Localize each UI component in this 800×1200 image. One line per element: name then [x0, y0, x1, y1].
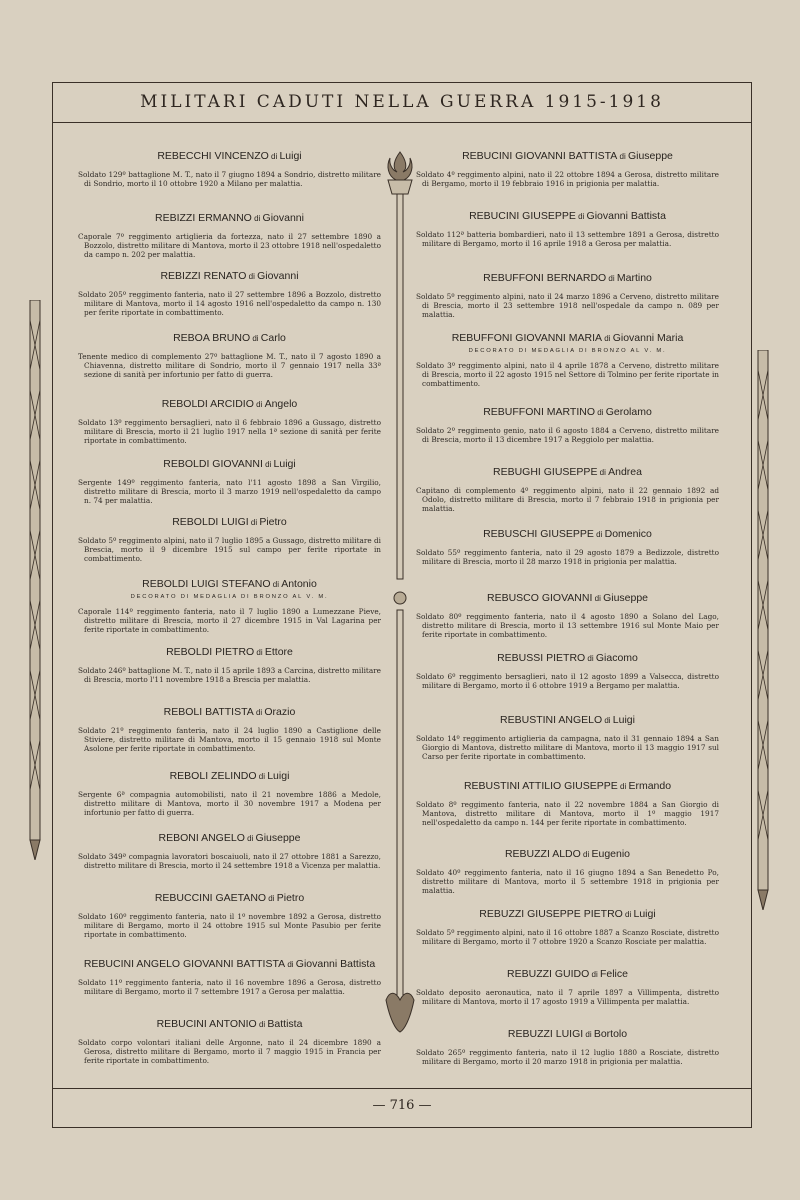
entry-parent-prefix: di [593, 530, 605, 539]
entry-name [416, 592, 719, 604]
entry [78, 516, 381, 563]
entry [78, 398, 381, 445]
entry-text: Soldato 13º reggimento bersaglieri, nato il 6 febbraio 1896 a Gussago, distretto militare di Brescia, morto il 21 luglio 1917 nella 1ª sezione di sanità per ferite riportate in combattimento. [78, 418, 381, 445]
entry-parent-name: Giovanni Maria [612, 332, 684, 344]
entry-parent-name: Ettore [264, 646, 293, 658]
entry-name [78, 270, 381, 282]
entry [416, 780, 719, 827]
entry-parent-name: Luigi [612, 714, 635, 726]
entry-parent-name: Eugenio [591, 848, 631, 860]
entry-parent-name: Domenico [604, 528, 652, 540]
entry-text: Soldato 5º reggimento alpini, nato il 16 ottobre 1887 a Scanzo Rosciate, distretto militare di Bergamo, morto il 7 ottobre 1920 a Scanzo Rosciate per malattia. [416, 928, 719, 946]
entry [416, 968, 719, 1006]
entry-parent-prefix: di [262, 460, 274, 469]
entry-parent-prefix: di [254, 648, 265, 657]
entry-name [78, 832, 381, 844]
entry-parent-prefix: di [244, 834, 256, 843]
entry [416, 406, 719, 444]
entry-name [78, 212, 381, 224]
entry-surname: REBUGHI GIUSEPPE [493, 466, 598, 478]
entry-parent-name: Antonio [281, 578, 317, 590]
entry [416, 592, 719, 639]
entry-surname: REBECCHI VINCENZO [157, 150, 269, 162]
entry [416, 272, 719, 319]
entry-surname: REBUCINI ANGELO GIOVANNI BATTISTA [83, 958, 286, 970]
torch-column-ornament [380, 150, 420, 1050]
entry-text: Soldato 5º reggimento alpini, nato il 7 luglio 1895 a Gussago, distretto militare di Brescia, morto il 9 dicembre 1915 sul campo per ferite riportate in combattimento. [78, 536, 381, 563]
entry-parent-prefix: di [592, 594, 604, 603]
entry-name [78, 1018, 381, 1030]
entry [416, 652, 719, 690]
entry-name [78, 150, 381, 162]
entry [416, 1028, 719, 1066]
entry-surname: REBUZZI LUIGI [507, 1028, 584, 1040]
entry-surname: REBOLDI GIOVANNI [163, 458, 263, 470]
entry-parent-prefix: di [597, 468, 609, 477]
entry [78, 332, 381, 379]
entry-surname: REBUSSI PIETRO [497, 652, 586, 664]
entry-surname: REBOA BRUNO [173, 332, 251, 344]
entry [78, 578, 381, 634]
entry-surname: REBUFFONI MARTINO [483, 406, 596, 418]
entry-parent-prefix: di [622, 910, 634, 919]
entry [416, 528, 719, 566]
entry-parent-prefix: di [251, 214, 263, 223]
entry-surname: REBOLDI LUIGI STEFANO [142, 578, 271, 590]
entry-name [78, 516, 381, 528]
entry-name [416, 528, 719, 540]
entry-name [416, 908, 719, 920]
entry-parent-prefix: di [575, 212, 587, 221]
entry-name [416, 848, 719, 860]
entry-surname: REBOLDI LUIGI [172, 516, 249, 528]
entry-parent-prefix: di [606, 274, 617, 283]
entry-text: Sergente 149º reggimento fanteria, nato l'11 agosto 1898 a San Virgilio, distretto militare di Brescia, morto il 3 marzo 1919 nell'ospedaletto da campo n. 74 per malattia. [78, 478, 381, 505]
entry-parent-name: Battista [267, 1018, 303, 1030]
entry [416, 908, 719, 946]
entry-text: Caporale 114º reggimento fanteria, nato il 7 luglio 1890 a Lumezzane Pieve, distretto militare di Brescia, morto il 27 dicembre 1915 in Val Lagarina per ferite riportate in combattimento. [78, 607, 381, 634]
page-number: — 716 — [372, 1098, 432, 1113]
entry-name [416, 466, 719, 478]
entry-text: Soldato 80º reggimento fanteria, nato il 4 agosto 1890 a Solano del Lago, distretto militare di Brescia, morto il 13 settembre 1916 sul Monte Maio per ferite riportate in combattimento. [416, 612, 719, 639]
entry-name [78, 332, 381, 344]
footer-rule [52, 1088, 752, 1089]
entry-name [416, 780, 719, 792]
entry-text: Soldato 129º battaglione M. T., nato il 7 giugno 1894 a Sondrio, distretto militare di Sondrio, morto il 10 ottobre 1920 a Milano per malattia. [78, 170, 381, 188]
entry-parent-name: Luigi [279, 150, 302, 162]
entry [78, 212, 381, 259]
entry-name [416, 272, 719, 284]
entry-parent-name: Giovanni [257, 270, 299, 282]
entry-decoration: DECORATO DI MEDAGLIA DI BRONZO AL V. M. [468, 348, 667, 354]
entry-name [416, 406, 719, 418]
header-rule [52, 122, 752, 123]
entry-text: Soldato 205º reggimento fanteria, nato il 27 settembre 1896 a Bozzolo, distretto militare di Mantova, morto il 14 agosto 1916 nell'ospedaletto da campo n. 130 per ferite riportate in combattimento. [78, 290, 381, 317]
entry-name [78, 458, 381, 470]
entry-parent-prefix: di [246, 272, 258, 281]
entry-text: Soldato 112ª batteria bombardieri, nato il 13 settembre 1891 a Gerosa, distretto militare di Bergamo, morto il 16 aprile 1918 a Gerosa per malattia. [416, 230, 719, 248]
entry-name [416, 210, 719, 222]
entry-parent-prefix: di [250, 334, 261, 343]
entry-parent-prefix: di [585, 654, 596, 663]
entry-parent-prefix: di [253, 400, 265, 409]
entry-parent-prefix: di [253, 708, 265, 717]
entry-parent-prefix: di [285, 960, 296, 969]
entry-parent-name: Carlo [260, 332, 286, 344]
entry-text: Sergente 6ª compagnia automobilisti, nato il 21 novembre 1886 a Medole, distretto militare di Mantova, morto il 30 novembre 1917 a Modena per infortunio per fatto di guerra. [78, 790, 381, 817]
entry-text: Soldato 246º battaglione M. T., nato il 15 aprile 1893 a Carcina, distretto militare di Brescia, morto l'11 novembre 1918 a Brescia per malattia. [78, 666, 381, 684]
entry-parent-prefix: di [617, 152, 628, 161]
entry-surname: REBUCINI ANTONIO [156, 1018, 257, 1030]
entry-parent-name: Orazio [264, 706, 296, 718]
entry-name [416, 714, 719, 726]
entry-surname: REBUZZI GIUSEPPE PIETRO [479, 908, 623, 920]
entry-surname: REBIZZI RENATO [160, 270, 247, 282]
entry-parent-name: Giovanni [262, 212, 304, 224]
entry [416, 332, 719, 388]
entry-surname: REBOLDI ARCIDIO [161, 398, 254, 410]
entry-parent-prefix: di [580, 850, 592, 859]
entry-parent-name: Andrea [608, 466, 642, 478]
entry-parent-name: Luigi [273, 458, 296, 470]
entry [416, 714, 719, 761]
entry-parent-name: Giuseppe [603, 592, 649, 604]
entry [78, 958, 381, 996]
entry [78, 770, 381, 817]
entry-name [78, 706, 381, 718]
entry-text: Soldato deposito aeronautica, nato il 7 aprile 1897 a Villimpenta, distretto militare di Mantova, morto il 17 agosto 1919 a Villimpenta per malattia. [416, 988, 719, 1006]
entry-name [78, 770, 381, 782]
entry-text: Soldato 349ª compagnia lavoratori boscaiuoli, nato il 27 ottobre 1881 a Sarezzo, distretto militare di Brescia, morto il 24 settembre 1918 a Vicenza per malattia. [78, 852, 381, 870]
entry-surname: REBUCINI GIOVANNI BATTISTA [462, 150, 618, 162]
entry-text: Soldato 265º reggimento fanteria, nato il 12 luglio 1880 a Rosciate, distretto militare di Bergamo, morto il 20 marzo 1918 in prigionia per malattia. [416, 1048, 719, 1066]
entry-surname: REBONI ANGELO [158, 832, 245, 844]
entry [78, 706, 381, 753]
entry-parent-name: Giacomo [595, 652, 638, 664]
entry-parent-prefix: di [602, 334, 613, 343]
entry-parent-prefix: di [602, 716, 613, 725]
entry-name [416, 968, 719, 980]
left-fasces-ornament [18, 300, 52, 860]
entry-name [416, 652, 719, 664]
entry [416, 210, 719, 248]
entry-parent-prefix: di [248, 518, 260, 527]
entry-parent-prefix: di [270, 580, 282, 589]
entry [78, 832, 381, 870]
entry-parent-prefix: di [617, 782, 629, 791]
entry-surname: REBOLI BATTISTA [163, 706, 254, 718]
entry [78, 1018, 381, 1065]
entry-text: Soldato 14º reggimento artiglieria da campagna, nato il 31 gennaio 1894 a San Giorgio di Mantova, distretto militare di Mantova, morto il 13 maggio 1917 sul Carso per ferite riportate in combattimento. [416, 734, 719, 761]
entry-text: Soldato 6º reggimento bersaglieri, nato il 12 agosto 1899 a Valsecca, distretto militare di Bergamo, morto il 6 ottobre 1919 a Bergamo per malattia. [416, 672, 719, 690]
entry-surname: REBUFFONI GIOVANNI MARIA [451, 332, 603, 344]
entry-text: Soldato 40º reggimento fanteria, nato il 16 giugno 1894 a San Benedetto Po, distretto militare di Mantova, morto il 5 settembre 1918 in prigionia per malattia. [416, 868, 719, 895]
entry-name [78, 578, 381, 590]
entry-surname: REBUSCHI GIUSEPPE [483, 528, 594, 540]
entry-parent-name: Ermando [628, 780, 672, 792]
entry-text: Soldato 55º reggimento fanteria, nato il 29 agosto 1879 a Bedizzole, distretto militare di Brescia, morto il 28 marzo 1918 in prigionia per malattia. [416, 548, 719, 566]
entry-surname: REBUZZI ALDO [504, 848, 581, 860]
entry-parent-prefix: di [256, 772, 268, 781]
entry [78, 150, 381, 188]
entry [78, 270, 381, 317]
entry-parent-name: Luigi [267, 770, 290, 782]
entry-parent-prefix: di [266, 894, 277, 903]
entry-name [78, 646, 381, 658]
entry-text: Soldato 11º reggimento fanteria, nato il 16 novembre 1896 a Gerosa, distretto militare di Bergamo, morto il 7 settembre 1917 a Gerosa per malattia. [78, 978, 381, 996]
entry-text: Soldato corpo volontari italiani delle Argonne, nato il 24 dicembre 1890 a Gerosa, distretto militare di Bergamo, morto il 7 maggio 1915 in Francia per ferite riportate in combattimento. [78, 1038, 381, 1065]
entry-surname: REBUCCINI GAETANO [154, 892, 267, 904]
entry-name [416, 150, 719, 162]
entry-name [78, 892, 381, 904]
entry-surname: REBUSTINI ANGELO [500, 714, 603, 726]
entry-name [78, 398, 381, 410]
entry-parent-name: Giuseppe [627, 150, 673, 162]
page-title: MILITARI CADUTI NELLA GUERRA 1915-1918 [140, 92, 664, 112]
entry-parent-name: Pietro [276, 892, 305, 904]
entry-parent-prefix: di [595, 408, 606, 417]
entry-surname: REBUSCO GIOVANNI [486, 592, 593, 604]
entry-text: Soldato 160º reggimento fanteria, nato il 1º novembre 1892 a Gerosa, distretto militare di Bergamo, morto il 24 ottobre 1915 sul Monte Pasubio per ferite riportate in combattimento. [78, 912, 381, 939]
entry-surname: REBIZZI ERMANNO [155, 212, 252, 224]
entry-parent-prefix: di [583, 1030, 594, 1039]
entry-parent-name: Giovanni Battista [295, 958, 376, 970]
entry-name [78, 958, 381, 970]
entry-parent-name: Martino [616, 272, 652, 284]
entry-parent-name: Gerolamo [605, 406, 652, 418]
entry-name [416, 1028, 719, 1040]
entry-text: Soldato 3º reggimento alpini, nato il 4 aprile 1878 a Cerveno, distretto militare di Brescia, morto il 22 agosto 1915 nel Settore di Tolmino per ferite riportate in combattimento. [416, 361, 719, 388]
entry-parent-name: Pietro [259, 516, 287, 528]
entry-parent-name: Luigi [633, 908, 656, 920]
entry-surname: REBUSTINI ATTILIO GIUSEPPE [463, 780, 618, 792]
entry-parent-name: Felice [599, 968, 628, 980]
entry-surname: REBUFFONI BERNARDO [483, 272, 607, 284]
entry-parent-prefix: di [256, 1020, 268, 1029]
entry-surname: REBUZZI GUIDO [507, 968, 590, 980]
entry [78, 892, 381, 939]
entry-name [416, 332, 719, 344]
entry-parent-name: Bortolo [593, 1028, 628, 1040]
entry-parent-prefix: di [268, 152, 280, 161]
entry [416, 466, 719, 513]
entry-decoration: DECORATO DI MEDAGLIA DI BRONZO AL V. M. [130, 594, 329, 600]
entry-parent-name: Giuseppe [255, 832, 301, 844]
entry-parent-name: Giovanni Battista [586, 210, 666, 222]
entry-text: Tenente medico di complemento 27º battaglione M. T., nato il 7 agosto 1890 a Chiavenna, distretto militare di Sondrio, morto il 7 gennaio 1917 nella 33ª sezione di sanità per infortunio per fatto di guerra. [78, 352, 381, 379]
entry-text: Caporale 7º reggimento artiglieria da fortezza, nato il 27 settembre 1890 a Bozzolo, distretto militare di Mantova, morto il 23 ottobre 1918 nell'ospedaletto da campo n. 202 per malattia. [78, 232, 382, 259]
entry-text: Soldato 2º reggimento genio, nato il 6 agosto 1884 a Cerveno, distretto militare di Brescia, morto il 13 dicembre 1917 a Reggiolo per malattia. [416, 426, 719, 444]
entry-parent-prefix: di [589, 970, 600, 979]
entry-text: Capitano di complemento 4º reggimento alpini, nato il 22 gennaio 1892 ad Odolo, distretto militare di Brescia, morto il 7 febbraio 1918 in prigionia per malattia. [416, 486, 719, 513]
entry [416, 150, 719, 188]
entry-surname: REBOLDI PIETRO [166, 646, 255, 658]
entry-surname: REBUCINI GIUSEPPE [469, 210, 576, 222]
entry [78, 458, 381, 505]
entry [78, 646, 381, 684]
entry [416, 848, 719, 895]
entry-text: Soldato 4º reggimento alpini, nato il 22 ottobre 1894 a Gerosa, distretto militare di Bergamo, morto il 19 febbraio 1916 in prigionia per malattia. [416, 170, 719, 188]
entry-surname: REBOLI ZELINDO [169, 770, 257, 782]
entry-text: Soldato 8º reggimento fanteria, nato il 22 novembre 1884 a San Giorgio di Mantova, distretto militare di Mantova, morto il 1º maggio 1917 nell'ospedaletto da campo n. 144 per ferite riportate in combattimento. [416, 800, 719, 827]
entry-parent-name: Angelo [264, 398, 298, 410]
entry-text: Soldato 21º reggimento fanteria, nato il 24 luglio 1890 a Castiglione delle Stiviere, distretto militare di Mantova, morto il 15 gennaio 1918 sul Monte Asolone per ferite riportate in combattimento. [78, 726, 381, 753]
right-fasces-ornament [746, 350, 780, 910]
entry-text: Soldato 5º reggimento alpini, nato il 24 marzo 1896 a Cerveno, distretto militare di Brescia, morto il 23 settembre 1918 nell'ospedale da campo n. 089 per malattia. [416, 292, 719, 319]
